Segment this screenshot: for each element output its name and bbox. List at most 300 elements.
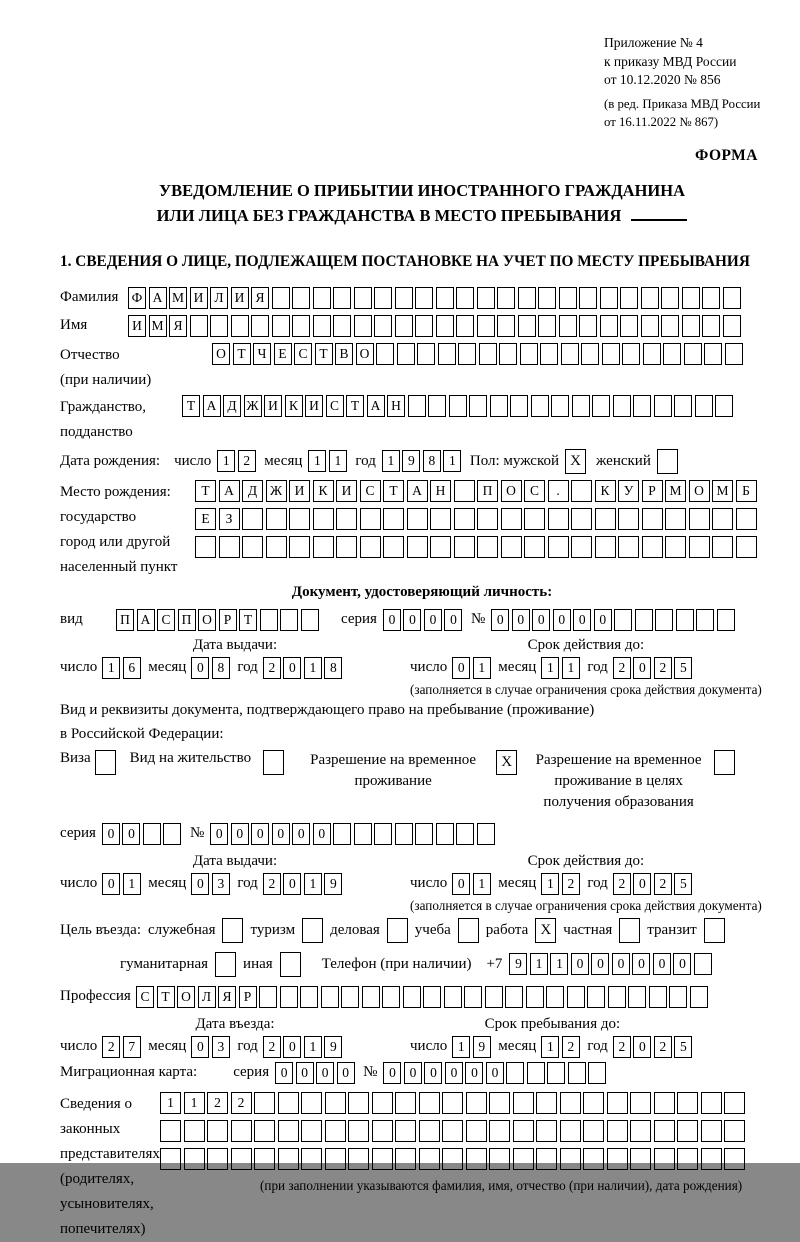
char-cell[interactable] xyxy=(489,1148,510,1170)
char-cell[interactable]: 0 xyxy=(632,953,650,975)
char-cell[interactable] xyxy=(242,536,263,558)
char-cell[interactable] xyxy=(301,1120,322,1142)
purpose-transit-checkbox[interactable] xyxy=(704,918,725,943)
char-cell[interactable]: 1 xyxy=(160,1092,181,1114)
char-cell[interactable] xyxy=(442,1148,463,1170)
char-cell[interactable] xyxy=(701,1120,722,1142)
char-cell[interactable]: М xyxy=(169,287,187,309)
char-cell[interactable]: 1 xyxy=(541,657,559,679)
char-cell[interactable] xyxy=(620,315,638,337)
char-cell[interactable]: 0 xyxy=(251,823,269,845)
char-cell[interactable]: 0 xyxy=(591,953,609,975)
char-cell[interactable]: 2 xyxy=(613,873,631,895)
char-cell[interactable] xyxy=(395,1092,416,1114)
char-cell[interactable] xyxy=(195,536,216,558)
char-cell[interactable] xyxy=(526,986,544,1008)
char-cell[interactable]: О xyxy=(177,986,195,1008)
char-cell[interactable]: Л xyxy=(198,986,216,1008)
char-cell[interactable] xyxy=(506,1062,524,1084)
char-cell[interactable]: 0 xyxy=(594,609,612,631)
char-cell[interactable] xyxy=(454,508,475,530)
char-cell[interactable] xyxy=(524,536,545,558)
char-cell[interactable]: 2 xyxy=(238,450,256,472)
char-cell[interactable] xyxy=(643,343,661,365)
char-cell[interactable] xyxy=(689,536,710,558)
char-cell[interactable]: С xyxy=(360,480,381,502)
char-cell[interactable] xyxy=(456,823,474,845)
char-cell[interactable]: Т xyxy=(346,395,364,417)
char-cell[interactable]: 9 xyxy=(509,953,527,975)
char-cell[interactable] xyxy=(278,1092,299,1114)
char-cell[interactable]: 1 xyxy=(308,450,326,472)
char-cell[interactable] xyxy=(655,609,673,631)
char-cell[interactable] xyxy=(560,1120,581,1142)
char-cell[interactable]: 0 xyxy=(486,1062,504,1084)
char-cell[interactable]: 7 xyxy=(123,1036,141,1058)
char-cell[interactable] xyxy=(628,986,646,1008)
char-cell[interactable]: 0 xyxy=(612,953,630,975)
char-cell[interactable] xyxy=(642,508,663,530)
char-cell[interactable] xyxy=(684,343,702,365)
char-cell[interactable] xyxy=(419,1120,440,1142)
male-checkbox[interactable]: X xyxy=(565,449,586,474)
char-cell[interactable] xyxy=(395,823,413,845)
char-cell[interactable]: 1 xyxy=(304,873,322,895)
char-cell[interactable]: Я xyxy=(251,287,269,309)
char-cell[interactable] xyxy=(458,343,476,365)
char-cell[interactable] xyxy=(559,287,577,309)
char-cell[interactable]: Р xyxy=(219,609,237,631)
char-cell[interactable]: 0 xyxy=(191,1036,209,1058)
char-cell[interactable] xyxy=(313,508,334,530)
char-cell[interactable]: И xyxy=(336,480,357,502)
char-cell[interactable] xyxy=(641,315,659,337)
char-cell[interactable]: 2 xyxy=(263,657,281,679)
char-cell[interactable]: С xyxy=(294,343,312,365)
char-cell[interactable] xyxy=(430,508,451,530)
char-cell[interactable] xyxy=(642,536,663,558)
char-cell[interactable] xyxy=(372,1148,393,1170)
char-cell[interactable] xyxy=(251,315,269,337)
char-cell[interactable] xyxy=(497,287,515,309)
char-cell[interactable]: М xyxy=(665,480,686,502)
char-cell[interactable]: 2 xyxy=(654,657,672,679)
char-cell[interactable] xyxy=(477,287,495,309)
char-cell[interactable]: 2 xyxy=(102,1036,120,1058)
char-cell[interactable] xyxy=(430,536,451,558)
char-cell[interactable] xyxy=(531,395,549,417)
char-cell[interactable]: 2 xyxy=(654,1036,672,1058)
char-cell[interactable] xyxy=(560,1148,581,1170)
purpose-tourism-checkbox[interactable] xyxy=(302,918,323,943)
char-cell[interactable]: 0 xyxy=(313,823,331,845)
char-cell[interactable] xyxy=(513,1092,534,1114)
char-cell[interactable]: 0 xyxy=(383,1062,401,1084)
char-cell[interactable] xyxy=(618,508,639,530)
char-cell[interactable]: 0 xyxy=(452,873,470,895)
char-cell[interactable] xyxy=(362,986,380,1008)
char-cell[interactable] xyxy=(600,315,618,337)
char-cell[interactable] xyxy=(403,986,421,1008)
char-cell[interactable] xyxy=(436,315,454,337)
char-cell[interactable]: П xyxy=(178,609,196,631)
char-cell[interactable] xyxy=(436,287,454,309)
char-cell[interactable]: 0 xyxy=(512,609,530,631)
char-cell[interactable] xyxy=(571,536,592,558)
char-cell[interactable]: 0 xyxy=(191,657,209,679)
char-cell[interactable]: 8 xyxy=(423,450,441,472)
char-cell[interactable] xyxy=(682,315,700,337)
char-cell[interactable] xyxy=(289,508,310,530)
char-cell[interactable]: 0 xyxy=(452,657,470,679)
char-cell[interactable] xyxy=(313,315,331,337)
char-cell[interactable]: С xyxy=(136,986,154,1008)
char-cell[interactable]: М xyxy=(149,315,167,337)
purpose-private-checkbox[interactable] xyxy=(619,918,640,943)
char-cell[interactable]: 2 xyxy=(562,873,580,895)
char-cell[interactable]: 0 xyxy=(653,953,671,975)
char-cell[interactable]: Т xyxy=(195,480,216,502)
purpose-official-checkbox[interactable] xyxy=(222,918,243,943)
char-cell[interactable]: 1 xyxy=(217,450,235,472)
char-cell[interactable]: 5 xyxy=(674,1036,692,1058)
char-cell[interactable] xyxy=(595,508,616,530)
char-cell[interactable]: М xyxy=(712,480,733,502)
char-cell[interactable] xyxy=(417,343,435,365)
char-cell[interactable]: 1 xyxy=(541,873,559,895)
char-cell[interactable] xyxy=(630,1092,651,1114)
char-cell[interactable] xyxy=(654,395,672,417)
char-cell[interactable] xyxy=(321,986,339,1008)
purpose-other-checkbox[interactable] xyxy=(280,952,301,977)
char-cell[interactable] xyxy=(736,536,757,558)
char-cell[interactable]: 0 xyxy=(283,873,301,895)
char-cell[interactable] xyxy=(736,508,757,530)
char-cell[interactable] xyxy=(546,986,564,1008)
char-cell[interactable] xyxy=(607,1148,628,1170)
char-cell[interactable] xyxy=(561,343,579,365)
char-cell[interactable] xyxy=(677,1148,698,1170)
char-cell[interactable] xyxy=(641,287,659,309)
char-cell[interactable]: 0 xyxy=(424,609,442,631)
char-cell[interactable] xyxy=(702,315,720,337)
char-cell[interactable]: 0 xyxy=(553,609,571,631)
char-cell[interactable] xyxy=(242,508,263,530)
char-cell[interactable] xyxy=(438,343,456,365)
char-cell[interactable] xyxy=(489,1092,510,1114)
char-cell[interactable]: 0 xyxy=(573,609,591,631)
purpose-work-checkbox[interactable]: X xyxy=(535,918,556,943)
char-cell[interactable] xyxy=(608,986,626,1008)
char-cell[interactable] xyxy=(374,287,392,309)
char-cell[interactable] xyxy=(654,1120,675,1142)
char-cell[interactable]: 3 xyxy=(212,873,230,895)
char-cell[interactable]: Я xyxy=(218,986,236,1008)
char-cell[interactable] xyxy=(254,1120,275,1142)
char-cell[interactable] xyxy=(649,986,667,1008)
char-cell[interactable]: Ж xyxy=(244,395,262,417)
char-cell[interactable]: 2 xyxy=(562,1036,580,1058)
char-cell[interactable] xyxy=(579,287,597,309)
char-cell[interactable] xyxy=(724,1092,745,1114)
char-cell[interactable]: 1 xyxy=(550,953,568,975)
char-cell[interactable] xyxy=(583,1120,604,1142)
char-cell[interactable] xyxy=(395,287,413,309)
char-cell[interactable] xyxy=(354,823,372,845)
char-cell[interactable]: 0 xyxy=(404,1062,422,1084)
char-cell[interactable]: 0 xyxy=(532,609,550,631)
char-cell[interactable] xyxy=(456,287,474,309)
char-cell[interactable] xyxy=(278,1148,299,1170)
char-cell[interactable] xyxy=(540,343,558,365)
char-cell[interactable]: 1 xyxy=(473,873,491,895)
char-cell[interactable] xyxy=(614,609,632,631)
char-cell[interactable] xyxy=(654,1148,675,1170)
char-cell[interactable]: 0 xyxy=(571,953,589,975)
char-cell[interactable] xyxy=(454,480,475,502)
char-cell[interactable]: 2 xyxy=(263,873,281,895)
char-cell[interactable] xyxy=(690,986,708,1008)
char-cell[interactable] xyxy=(518,315,536,337)
char-cell[interactable] xyxy=(587,986,605,1008)
char-cell[interactable] xyxy=(348,1120,369,1142)
char-cell[interactable]: И xyxy=(305,395,323,417)
char-cell[interactable] xyxy=(485,986,503,1008)
char-cell[interactable] xyxy=(419,1148,440,1170)
char-cell[interactable]: 1 xyxy=(304,1036,322,1058)
char-cell[interactable]: Т xyxy=(157,986,175,1008)
char-cell[interactable] xyxy=(547,1062,565,1084)
char-cell[interactable] xyxy=(524,508,545,530)
char-cell[interactable]: О xyxy=(501,480,522,502)
char-cell[interactable] xyxy=(499,343,517,365)
char-cell[interactable] xyxy=(160,1148,181,1170)
char-cell[interactable]: 2 xyxy=(263,1036,281,1058)
char-cell[interactable] xyxy=(568,1062,586,1084)
char-cell[interactable] xyxy=(669,986,687,1008)
char-cell[interactable]: И xyxy=(190,287,208,309)
char-cell[interactable] xyxy=(300,986,318,1008)
char-cell[interactable] xyxy=(725,343,743,365)
char-cell[interactable]: А xyxy=(407,480,428,502)
char-cell[interactable] xyxy=(712,536,733,558)
char-cell[interactable]: И xyxy=(289,480,310,502)
char-cell[interactable] xyxy=(479,343,497,365)
char-cell[interactable]: 0 xyxy=(102,823,120,845)
char-cell[interactable] xyxy=(724,1148,745,1170)
char-cell[interactable]: А xyxy=(149,287,167,309)
char-cell[interactable] xyxy=(676,609,694,631)
char-cell[interactable] xyxy=(583,1092,604,1114)
char-cell[interactable] xyxy=(360,508,381,530)
char-cell[interactable] xyxy=(513,1148,534,1170)
char-cell[interactable] xyxy=(280,609,298,631)
char-cell[interactable]: З xyxy=(219,508,240,530)
char-cell[interactable]: 1 xyxy=(184,1092,205,1114)
char-cell[interactable]: В xyxy=(335,343,353,365)
char-cell[interactable]: 0 xyxy=(272,823,290,845)
char-cell[interactable]: . xyxy=(548,480,569,502)
char-cell[interactable] xyxy=(383,536,404,558)
char-cell[interactable] xyxy=(560,1092,581,1114)
char-cell[interactable]: 1 xyxy=(102,657,120,679)
char-cell[interactable]: 0 xyxy=(465,1062,483,1084)
char-cell[interactable] xyxy=(407,508,428,530)
char-cell[interactable] xyxy=(635,609,653,631)
char-cell[interactable]: 2 xyxy=(207,1092,228,1114)
char-cell[interactable]: 9 xyxy=(473,1036,491,1058)
char-cell[interactable]: 1 xyxy=(329,450,347,472)
char-cell[interactable]: 0 xyxy=(673,953,691,975)
char-cell[interactable] xyxy=(442,1092,463,1114)
char-cell[interactable] xyxy=(272,287,290,309)
char-cell[interactable]: 0 xyxy=(445,1062,463,1084)
char-cell[interactable] xyxy=(581,343,599,365)
char-cell[interactable]: 1 xyxy=(123,873,141,895)
char-cell[interactable]: С xyxy=(326,395,344,417)
char-cell[interactable] xyxy=(682,287,700,309)
char-cell[interactable] xyxy=(292,287,310,309)
residence-permit-checkbox[interactable] xyxy=(263,750,284,775)
char-cell[interactable]: О xyxy=(212,343,230,365)
char-cell[interactable] xyxy=(325,1148,346,1170)
char-cell[interactable] xyxy=(266,536,287,558)
char-cell[interactable] xyxy=(374,823,392,845)
char-cell[interactable]: А xyxy=(219,480,240,502)
char-cell[interactable] xyxy=(259,986,277,1008)
char-cell[interactable] xyxy=(588,1062,606,1084)
char-cell[interactable] xyxy=(254,1092,275,1114)
char-cell[interactable] xyxy=(513,1120,534,1142)
char-cell[interactable]: П xyxy=(116,609,134,631)
char-cell[interactable]: 2 xyxy=(231,1092,252,1114)
char-cell[interactable] xyxy=(695,395,713,417)
char-cell[interactable]: 8 xyxy=(212,657,230,679)
visa-checkbox[interactable] xyxy=(95,750,116,775)
char-cell[interactable] xyxy=(538,315,556,337)
char-cell[interactable]: Т xyxy=(182,395,200,417)
char-cell[interactable] xyxy=(677,1092,698,1114)
char-cell[interactable] xyxy=(607,1120,628,1142)
char-cell[interactable] xyxy=(572,395,590,417)
char-cell[interactable]: Д xyxy=(242,480,263,502)
char-cell[interactable] xyxy=(510,395,528,417)
char-cell[interactable] xyxy=(449,395,467,417)
char-cell[interactable] xyxy=(701,1148,722,1170)
char-cell[interactable] xyxy=(325,1120,346,1142)
char-cell[interactable]: 0 xyxy=(231,823,249,845)
char-cell[interactable] xyxy=(654,1092,675,1114)
char-cell[interactable] xyxy=(207,1120,228,1142)
char-cell[interactable]: Н xyxy=(387,395,405,417)
char-cell[interactable] xyxy=(620,287,638,309)
char-cell[interactable] xyxy=(289,536,310,558)
char-cell[interactable] xyxy=(415,315,433,337)
char-cell[interactable] xyxy=(333,287,351,309)
char-cell[interactable] xyxy=(477,508,498,530)
char-cell[interactable] xyxy=(278,1120,299,1142)
char-cell[interactable] xyxy=(602,343,620,365)
purpose-humanitarian-checkbox[interactable] xyxy=(215,952,236,977)
char-cell[interactable] xyxy=(490,395,508,417)
char-cell[interactable]: О xyxy=(198,609,216,631)
char-cell[interactable]: 0 xyxy=(633,657,651,679)
char-cell[interactable]: Р xyxy=(239,986,257,1008)
char-cell[interactable]: 0 xyxy=(122,823,140,845)
char-cell[interactable]: А xyxy=(203,395,221,417)
char-cell[interactable] xyxy=(372,1092,393,1114)
char-cell[interactable] xyxy=(207,1148,228,1170)
char-cell[interactable] xyxy=(501,536,522,558)
char-cell[interactable]: 6 xyxy=(123,657,141,679)
char-cell[interactable] xyxy=(184,1120,205,1142)
char-cell[interactable] xyxy=(333,315,351,337)
char-cell[interactable]: Е xyxy=(195,508,216,530)
char-cell[interactable] xyxy=(415,287,433,309)
char-cell[interactable] xyxy=(231,315,249,337)
char-cell[interactable] xyxy=(419,1092,440,1114)
char-cell[interactable]: 0 xyxy=(210,823,228,845)
char-cell[interactable] xyxy=(254,1148,275,1170)
char-cell[interactable] xyxy=(592,395,610,417)
char-cell[interactable]: 0 xyxy=(491,609,509,631)
female-checkbox[interactable] xyxy=(657,449,678,474)
char-cell[interactable] xyxy=(538,287,556,309)
char-cell[interactable]: 0 xyxy=(444,609,462,631)
char-cell[interactable]: 0 xyxy=(403,609,421,631)
char-cell[interactable]: С xyxy=(157,609,175,631)
char-cell[interactable] xyxy=(301,609,319,631)
char-cell[interactable] xyxy=(272,315,290,337)
char-cell[interactable] xyxy=(505,986,523,1008)
char-cell[interactable] xyxy=(313,287,331,309)
char-cell[interactable] xyxy=(661,315,679,337)
char-cell[interactable] xyxy=(466,1092,487,1114)
char-cell[interactable] xyxy=(266,508,287,530)
char-cell[interactable]: 2 xyxy=(613,1036,631,1058)
temp-residence-edu-checkbox[interactable] xyxy=(714,750,735,775)
char-cell[interactable] xyxy=(633,395,651,417)
char-cell[interactable] xyxy=(477,315,495,337)
char-cell[interactable]: 0 xyxy=(292,823,310,845)
purpose-business-checkbox[interactable] xyxy=(387,918,408,943)
char-cell[interactable] xyxy=(325,1092,346,1114)
char-cell[interactable]: 1 xyxy=(562,657,580,679)
char-cell[interactable] xyxy=(292,315,310,337)
char-cell[interactable] xyxy=(548,536,569,558)
char-cell[interactable] xyxy=(712,508,733,530)
char-cell[interactable]: Д xyxy=(223,395,241,417)
char-cell[interactable] xyxy=(333,823,351,845)
char-cell[interactable]: 9 xyxy=(324,1036,342,1058)
char-cell[interactable] xyxy=(527,1062,545,1084)
char-cell[interactable] xyxy=(466,1148,487,1170)
char-cell[interactable]: 1 xyxy=(530,953,548,975)
char-cell[interactable]: Т xyxy=(383,480,404,502)
char-cell[interactable]: Ж xyxy=(266,480,287,502)
char-cell[interactable] xyxy=(559,315,577,337)
char-cell[interactable] xyxy=(579,315,597,337)
char-cell[interactable] xyxy=(260,609,278,631)
char-cell[interactable]: К xyxy=(595,480,616,502)
char-cell[interactable] xyxy=(715,395,733,417)
char-cell[interactable]: 1 xyxy=(382,450,400,472)
char-cell[interactable]: 3 xyxy=(212,1036,230,1058)
char-cell[interactable] xyxy=(536,1148,557,1170)
char-cell[interactable]: Ф xyxy=(128,287,146,309)
char-cell[interactable] xyxy=(395,1148,416,1170)
char-cell[interactable]: Т xyxy=(315,343,333,365)
